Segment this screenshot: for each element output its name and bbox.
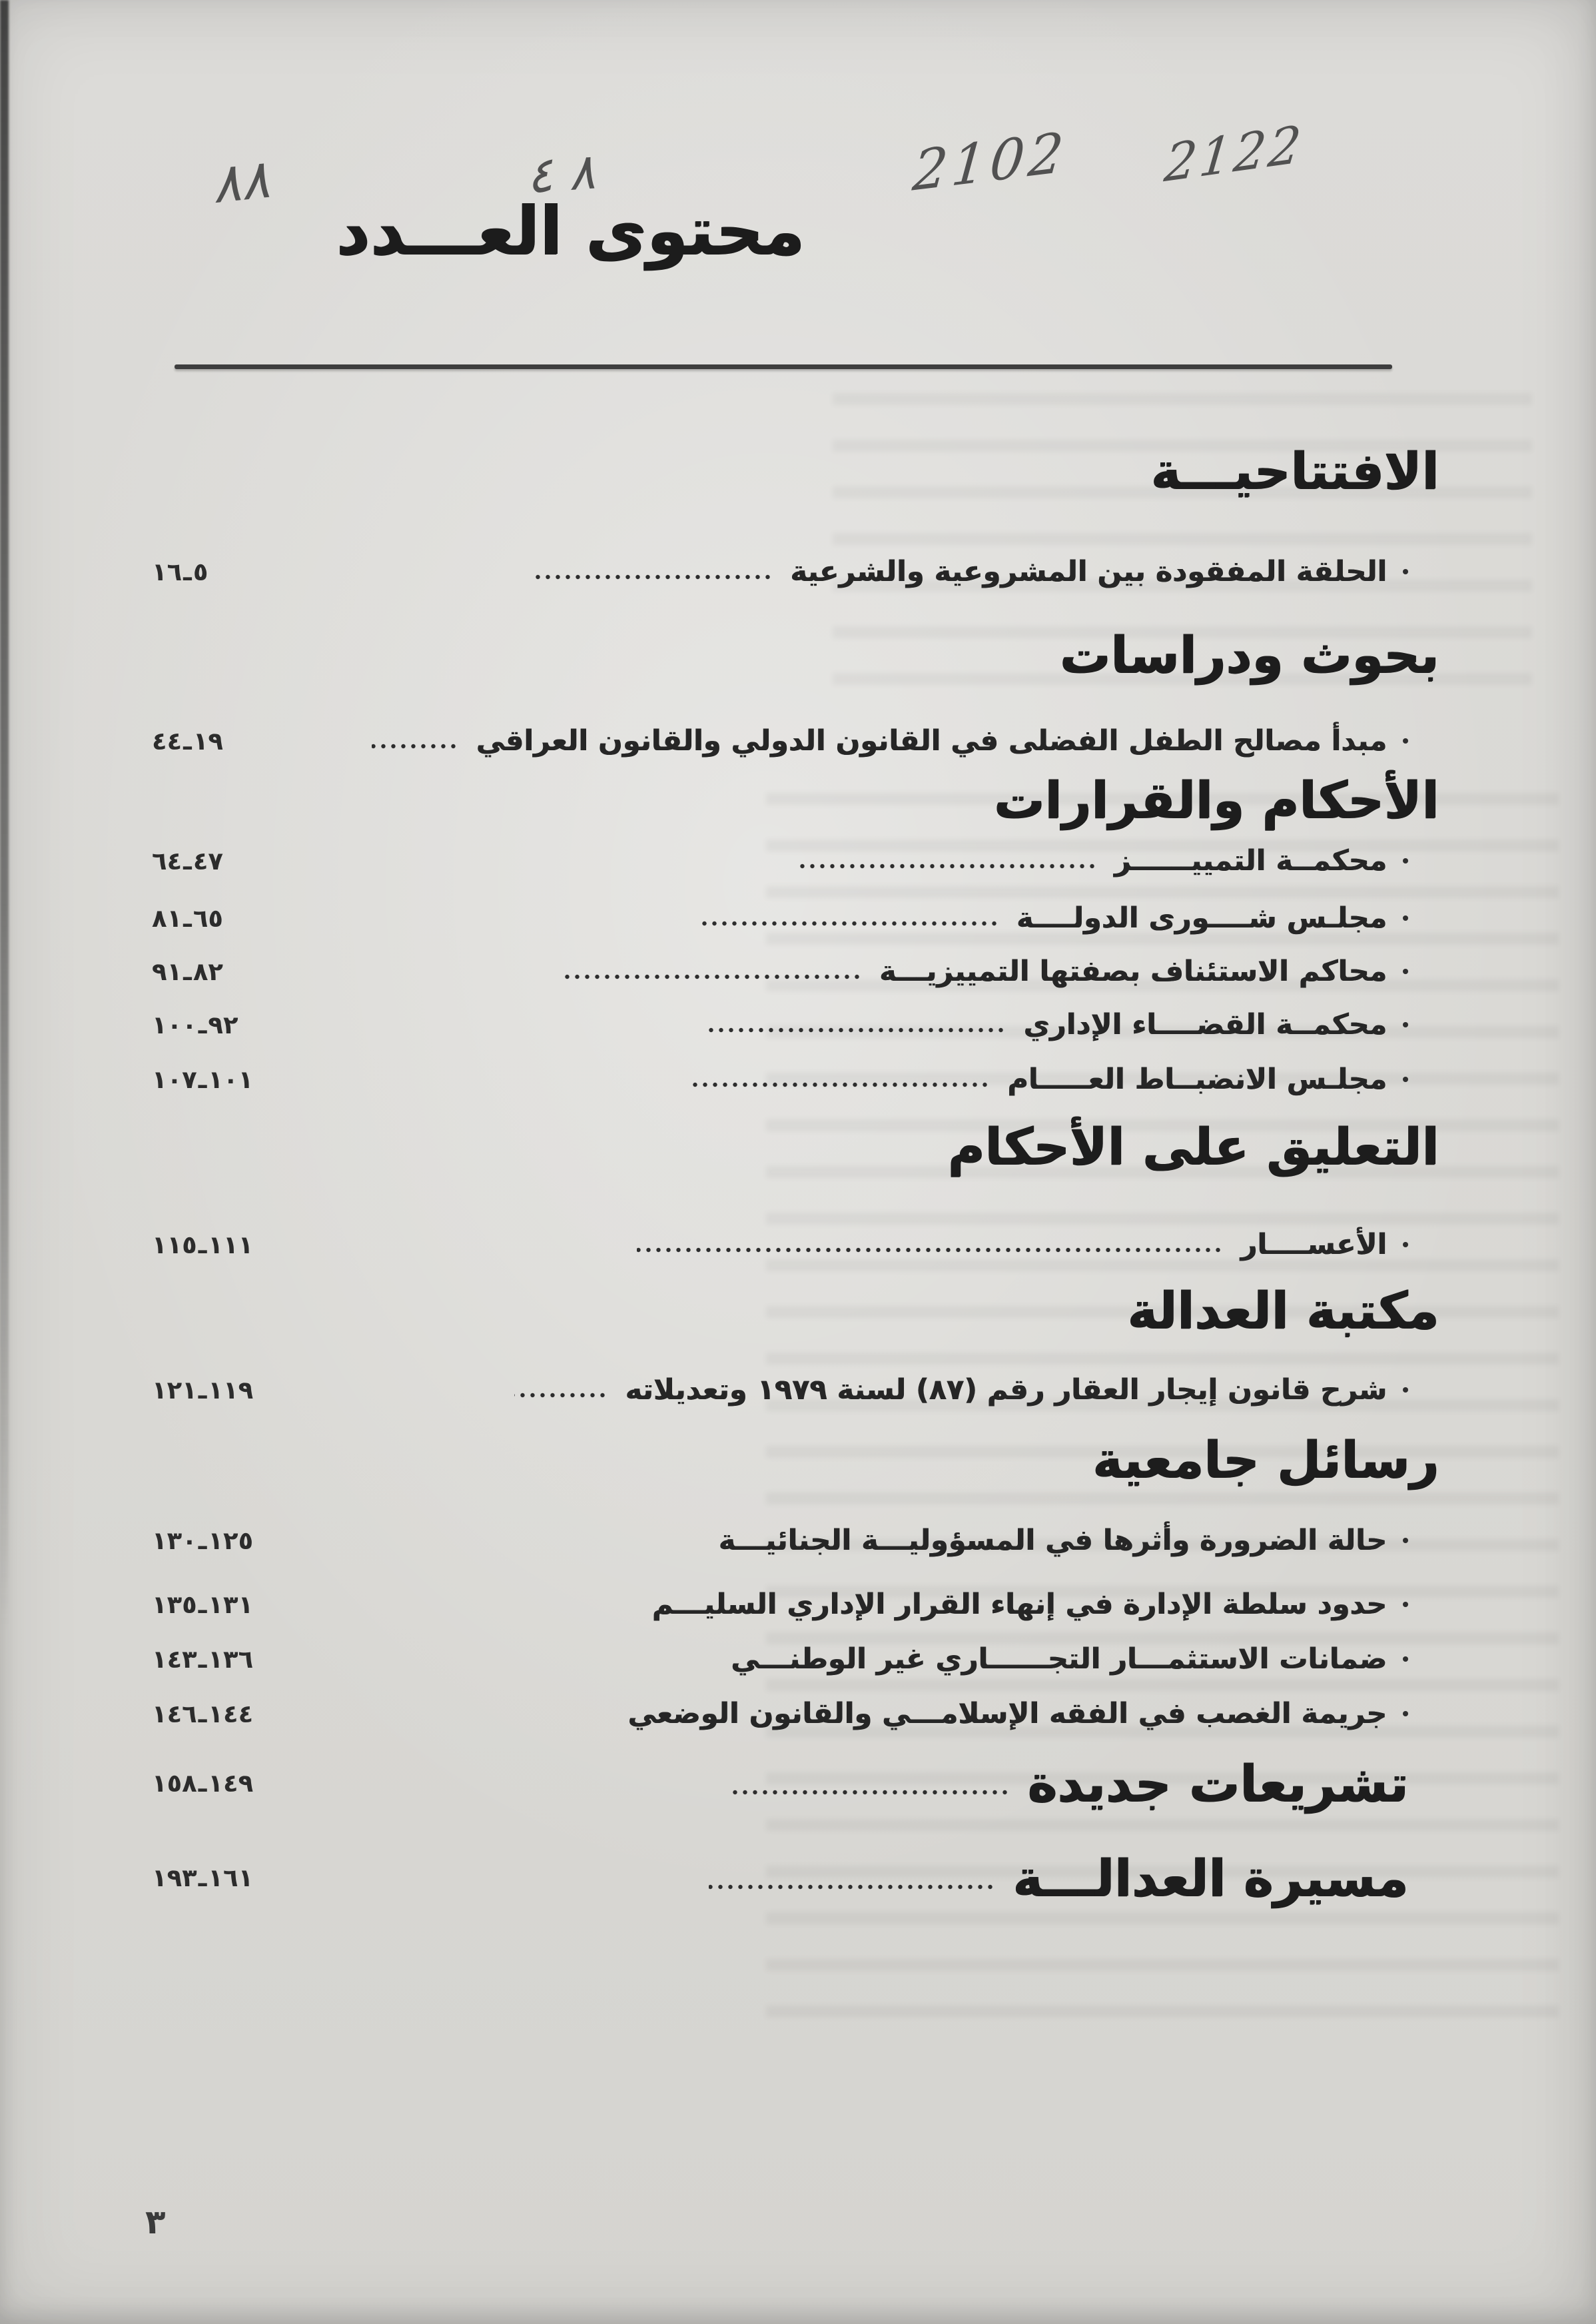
entry-bullet: [1403, 738, 1408, 744]
toc-entry: [152, 713, 1408, 769]
folio-page-number: ٣: [145, 2203, 166, 2241]
toc-entry: [152, 1512, 1408, 1568]
page-start: ١٦١: [208, 1863, 254, 1892]
section-title: مسيرة العدالـــة: [1012, 1848, 1408, 1908]
toc-entry: [152, 1217, 1408, 1273]
handwritten-annotation: ٨٨: [208, 147, 272, 216]
page-start: ٤٧: [193, 846, 223, 875]
entry-title: محكمــة التمييــــــز: [1114, 844, 1387, 877]
range-dash: ـ: [198, 1863, 207, 1892]
page-range: [152, 1700, 295, 1728]
toc-entry: [152, 1576, 1408, 1632]
page-range: [152, 727, 295, 756]
page-start: ١٠١: [208, 1065, 254, 1094]
dots-leader: [372, 742, 458, 751]
page-end: ١٦: [152, 557, 183, 586]
dots-leader: [690, 1080, 990, 1089]
page-range: [152, 558, 295, 586]
entry-title: شرح قانون إيجار العقار رقم (٨٧) لسنة ١٩٧٩ وتعديلاته: [625, 1373, 1387, 1407]
page-start: ١٤٩: [208, 1768, 254, 1798]
dots-leader: [637, 1245, 1223, 1255]
toc-entry: [152, 997, 1408, 1053]
toc-entry: [152, 833, 1408, 889]
dots-leader: [699, 919, 999, 928]
range-dash: ـ: [183, 903, 192, 933]
page-end: ١٣٥: [152, 1590, 197, 1619]
section-heading-rulings: الأحكام والقرارات: [993, 770, 1439, 830]
section-heading-march-of-justice: [152, 1838, 1408, 1918]
page-start: ١٩: [193, 726, 223, 756]
page-start: ١١١: [208, 1230, 254, 1259]
page-end: ٩١: [152, 957, 183, 986]
page-start: ١٢٥: [208, 1526, 254, 1555]
entry-bullet: [1403, 1387, 1408, 1393]
entry-bullet: [1403, 1656, 1408, 1662]
toc-entry: [152, 1051, 1408, 1107]
dots-leader: [533, 572, 773, 582]
entry-bullet: [1403, 858, 1408, 864]
range-dash: ـ: [198, 1768, 207, 1798]
dots-leader: [797, 862, 1097, 871]
page-range: [152, 1011, 295, 1039]
entry-title: مجلـس شــــورى الدولــــة: [1016, 901, 1387, 935]
dots-leader: [706, 1025, 1006, 1035]
entry-title: مبدأ مصالح الطفل الفضلى في القانون الدولي والقانون العراقي: [476, 724, 1387, 758]
toc-entry: [152, 890, 1408, 946]
page-range: [152, 904, 295, 933]
page-title: محتوى العـــدد: [336, 192, 805, 270]
range-dash: ـ: [198, 1065, 207, 1094]
page-start: ١٣٦: [208, 1644, 254, 1674]
handwritten-annotation: ٨ ٤: [524, 143, 597, 205]
section-title: تشريعات جديدة: [1027, 1753, 1408, 1813]
page-end: ٨١: [152, 903, 183, 933]
entry-bullet: [1403, 1602, 1408, 1607]
toc-entry: [152, 544, 1408, 600]
page-start: ٦٥: [193, 903, 223, 933]
dots-leader: [514, 1391, 607, 1400]
entry-bullet: [1403, 1077, 1408, 1082]
page-end: ٤٤: [152, 726, 183, 756]
entry-title: ضمانات الاستثمـــار التجــــــاري غير الوطنـــي: [731, 1642, 1387, 1676]
toc-entry: [152, 1631, 1408, 1687]
range-dash: ـ: [198, 1526, 207, 1555]
range-dash: ـ: [198, 1230, 207, 1259]
page-range: [152, 1864, 295, 1892]
page-end: ١٤٣: [152, 1644, 197, 1674]
section-heading-justice-library: مكتبة العدالة: [1127, 1281, 1439, 1340]
entry-bullet: [1403, 1022, 1408, 1027]
page-end: ١٥٨: [152, 1768, 197, 1798]
dots-leader: [562, 972, 862, 981]
range-dash: ـ: [183, 957, 192, 986]
range-dash: ـ: [198, 1699, 207, 1728]
entry-bullet: [1403, 915, 1408, 921]
section-heading-editorial: الافتتاحيـــة: [1150, 441, 1439, 500]
toc-entry: [152, 1362, 1408, 1418]
section-heading-commentary: التعليق على الأحكام: [947, 1117, 1439, 1176]
entry-title: جريمة الغصب في الفقه الإسلامـــي والقانون الوضعي: [627, 1697, 1387, 1730]
toc-entry: [152, 943, 1408, 999]
title-divider: [175, 364, 1392, 369]
entry-bullet: [1403, 1538, 1408, 1543]
page-range: [152, 1376, 295, 1405]
page-start: ١٣١: [208, 1590, 254, 1619]
range-dash: ـ: [198, 1644, 207, 1674]
page-start: ٨٢: [193, 957, 223, 986]
entry-title: حدود سلطة الإدارة في إنهاء القرار الإداري السليـــم: [651, 1588, 1387, 1621]
page-end: ٦٤: [152, 846, 183, 875]
handwritten-annotation: 2102: [910, 120, 1070, 205]
range-dash: ـ: [198, 1590, 207, 1619]
page-start: ٩٢: [208, 1010, 238, 1039]
entry-title: الأعســــار: [1240, 1228, 1387, 1261]
dots-leader: [709, 1882, 995, 1892]
page-end: ١٠٠: [152, 1010, 197, 1039]
page-end: ١٣٠: [152, 1526, 197, 1555]
entry-bullet: [1403, 1711, 1408, 1716]
page-end: ١١٥: [152, 1230, 197, 1259]
section-heading-new-legislation: [152, 1743, 1408, 1823]
page-range: [152, 1769, 295, 1798]
entry-title: حالة الضرورة وأثرها في المسؤوليـــة الجنائيـــة: [718, 1524, 1387, 1557]
range-dash: ـ: [183, 846, 192, 875]
handwritten-annotation: 2122: [1162, 113, 1307, 194]
dots-leader: [730, 1788, 1010, 1797]
entry-bullet: [1403, 969, 1408, 974]
entry-title: الحلقة المفقودة بين المشروعية والشرعية: [790, 555, 1387, 588]
range-dash: ـ: [198, 1375, 207, 1405]
entry-title: محكمــة القضــــاء الإداري: [1023, 1008, 1387, 1041]
entry-bullet: [1403, 1242, 1408, 1247]
page-range: [152, 1645, 295, 1674]
page-start: ٥: [193, 557, 208, 586]
page-range: [152, 1526, 295, 1555]
page-end: ١٩٣: [152, 1863, 197, 1892]
toc-entry: [152, 1686, 1408, 1742]
section-heading-research: بحوث ودراسات: [1059, 625, 1439, 684]
entry-title: مجلـس الانضبــاط العـــــام: [1007, 1063, 1387, 1096]
page-range: [152, 1065, 295, 1094]
page-range: [152, 847, 295, 875]
section-heading-theses: رسائل جامعية: [1092, 1430, 1439, 1489]
range-dash: ـ: [183, 726, 192, 756]
range-dash: ـ: [183, 557, 192, 586]
page-range: [152, 957, 295, 986]
page-range: [152, 1590, 295, 1619]
entry-title: محاكم الاستئناف بصفتها التمييزيـــة: [879, 955, 1387, 988]
page-end: ١٠٧: [152, 1065, 197, 1094]
range-dash: ـ: [198, 1010, 207, 1039]
page-range: [152, 1231, 295, 1259]
page-start: ١١٩: [208, 1375, 254, 1405]
page-start: ١٤٤: [208, 1699, 254, 1728]
page-end: ١٤٦: [152, 1699, 197, 1728]
entry-bullet: [1403, 569, 1408, 574]
page-end: ١٢١: [152, 1375, 197, 1405]
